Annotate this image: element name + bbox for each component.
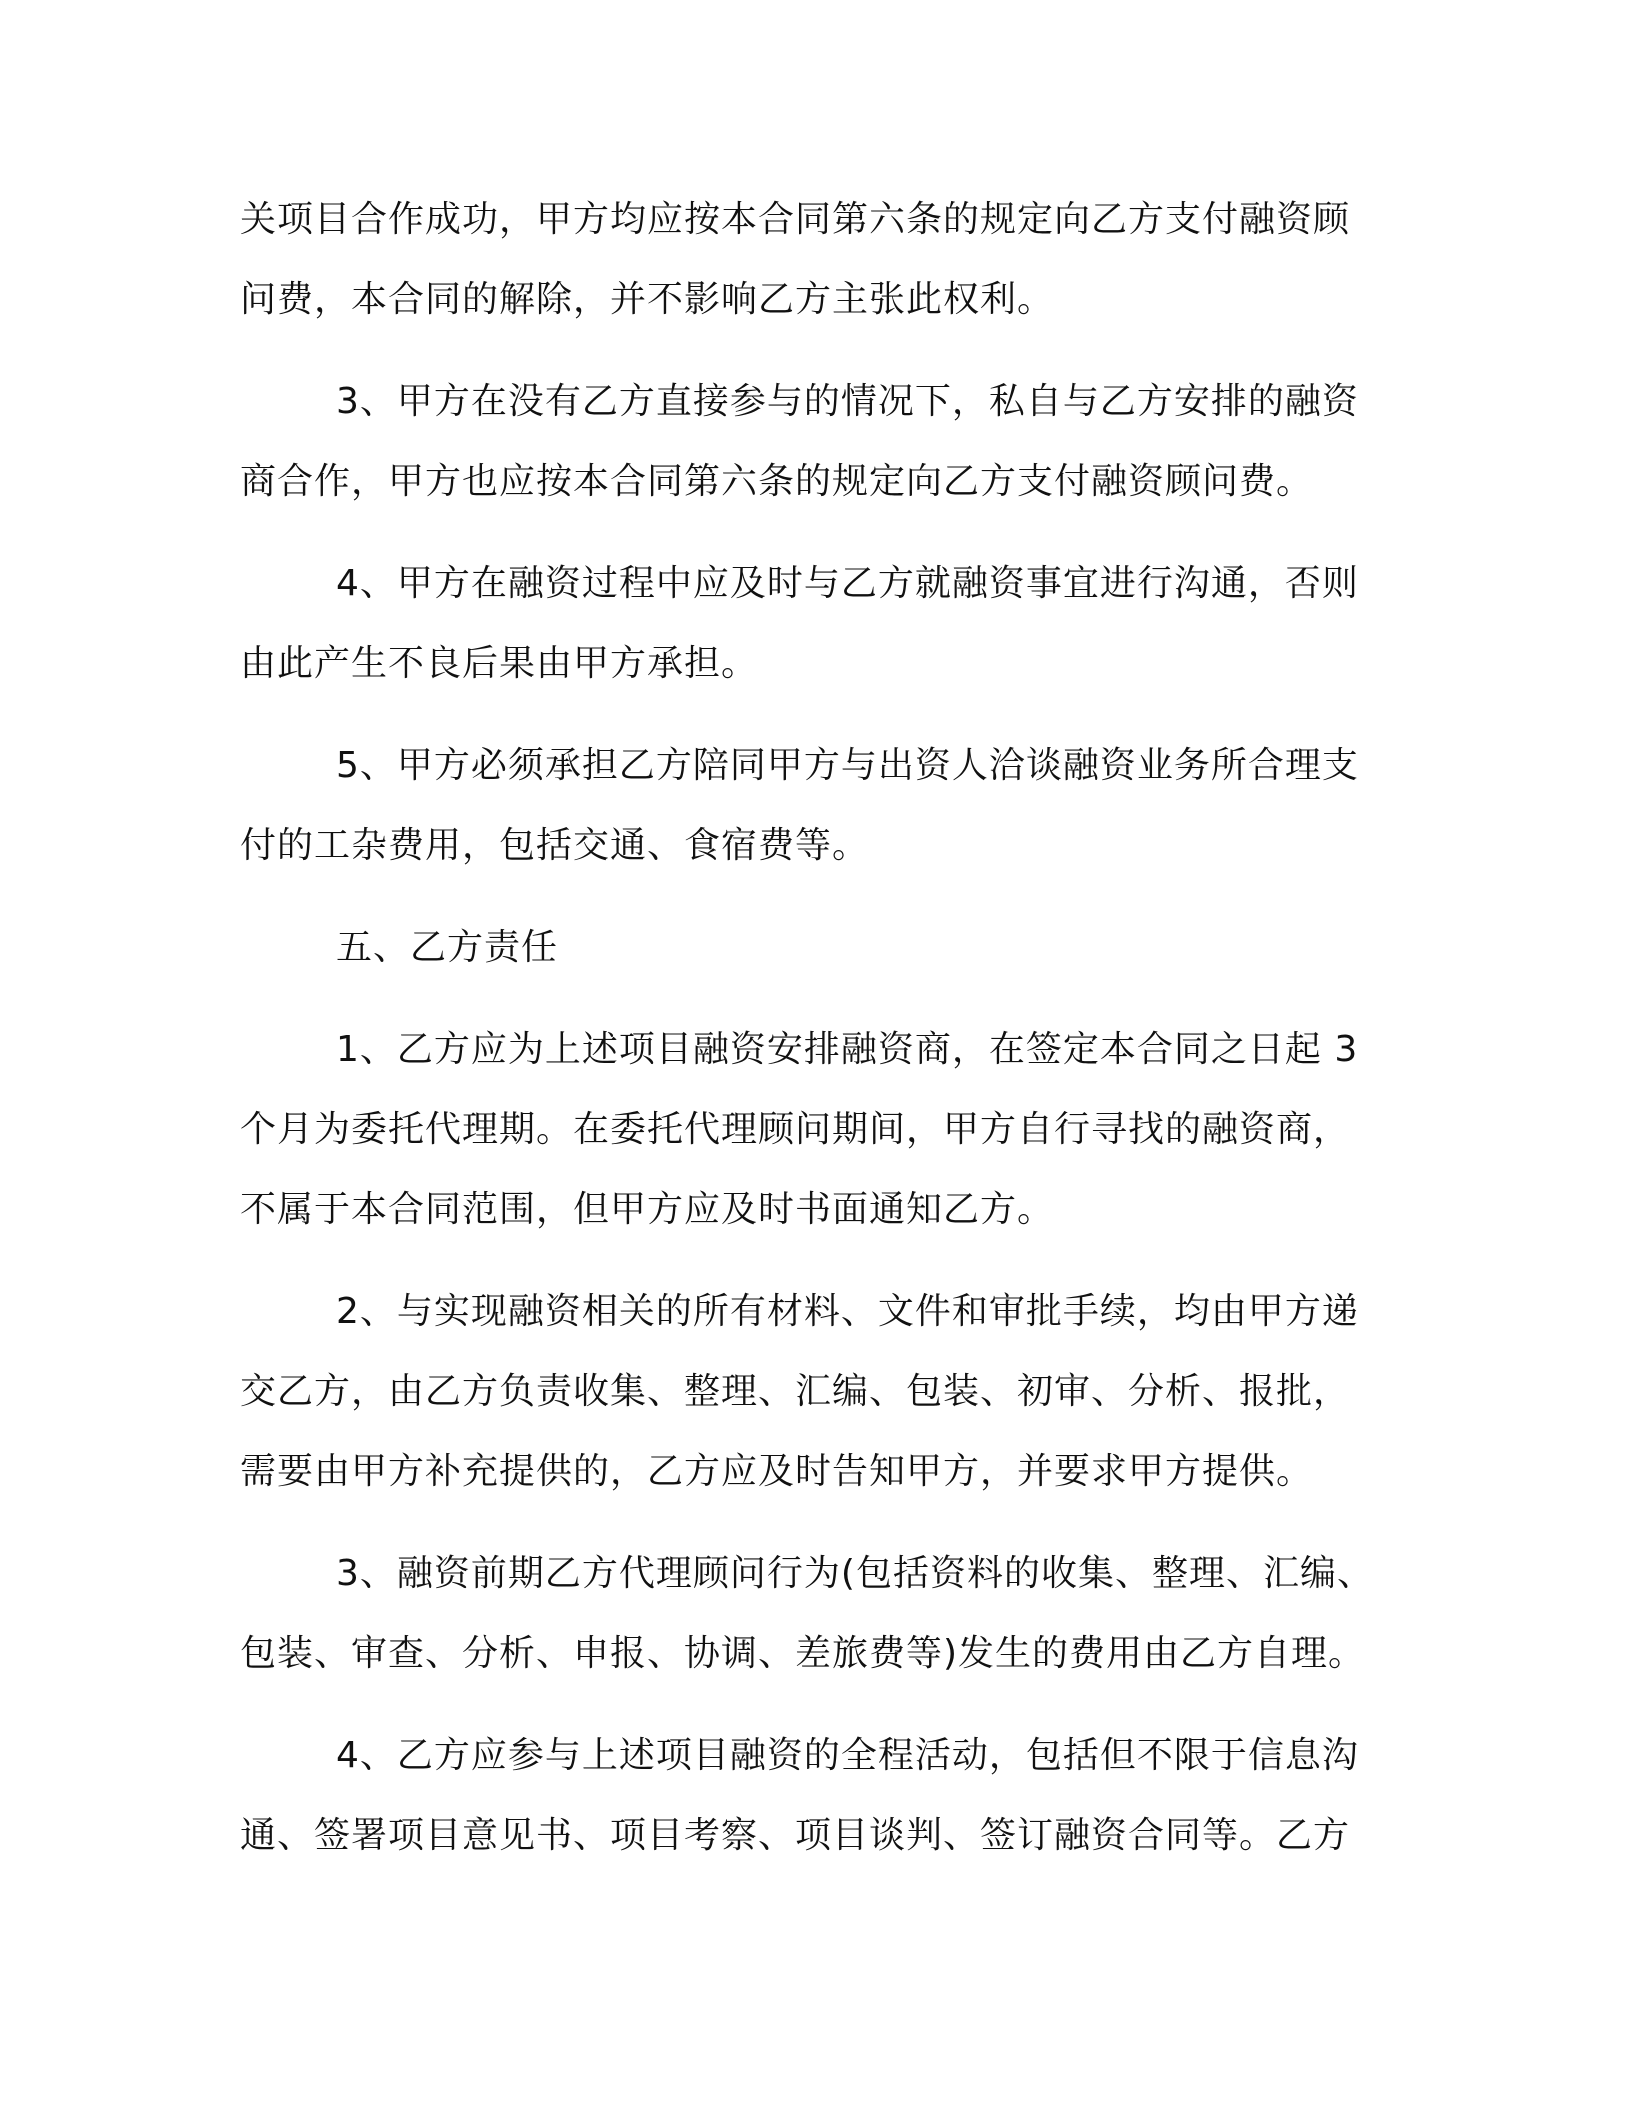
document-body [240, 180, 1374, 1898]
text-line: 3、甲方在没有乙方直接参与的情况下，私自与乙方安排的融资 [336, 381, 1359, 422]
paragraph-6 [240, 1010, 1370, 1250]
text-line: 1、乙方应为上述项目融资安排融资商，在签定本合同之日起 3 [336, 1029, 1359, 1070]
text-line: 5、甲方必须承担乙方陪同甲方与出资人洽谈融资业务所合理支 [336, 745, 1359, 786]
section-heading [240, 908, 1370, 988]
text-line: 由此产生不良后果由甲方承担。 [240, 643, 759, 684]
text-line: 关项目合作成功，甲方均应按本合同第六条的规定向乙方支付融资顾 [240, 199, 1351, 240]
text-line: 包装、审查、分析、申报、协调、差旅费等)发生的费用由乙方自理。 [240, 1633, 1366, 1674]
text-line: 五、乙方责任 [336, 927, 559, 968]
text-line: 4、甲方在融资过程中应及时与乙方就融资事宜进行沟通，否则 [336, 563, 1359, 604]
text-line: 付的工杂费用，包括交通、食宿费等。 [240, 825, 870, 866]
text-line: 问费，本合同的解除，并不影响乙方主张此权利。 [240, 279, 1055, 320]
paragraph-2 [240, 362, 1370, 522]
paragraph-3 [240, 544, 1370, 704]
paragraph-1 [240, 180, 1370, 340]
paragraph-7 [240, 1272, 1370, 1512]
text-line: 商合作，甲方也应按本合同第六条的规定向乙方支付融资顾问费。 [240, 461, 1314, 502]
text-line: 交乙方，由乙方负责收集、整理、汇编、包装、初审、分析、报批， [240, 1371, 1351, 1412]
text-line: 个月为委托代理期。在委托代理顾问期间，甲方自行寻找的融资商， [240, 1109, 1351, 1150]
paragraph-9 [240, 1716, 1370, 1876]
text-line: 3、融资前期乙方代理顾问行为(包括资料的收集、整理、汇编、 [336, 1553, 1374, 1594]
paragraph-4 [240, 726, 1370, 886]
text-line: 不属于本合同范围，但甲方应及时书面通知乙方。 [240, 1189, 1055, 1230]
paragraph-8 [240, 1534, 1374, 1694]
text-line: 2、与实现融资相关的所有材料、文件和审批手续，均由甲方递 [336, 1291, 1359, 1332]
text-line: 需要由甲方补充提供的，乙方应及时告知甲方，并要求甲方提供。 [240, 1451, 1314, 1492]
text-line: 4、乙方应参与上述项目融资的全程活动，包括但不限于信息沟 [336, 1735, 1359, 1776]
text-line: 通、签署项目意见书、项目考察、项目谈判、签订融资合同等。乙方 [240, 1815, 1351, 1856]
